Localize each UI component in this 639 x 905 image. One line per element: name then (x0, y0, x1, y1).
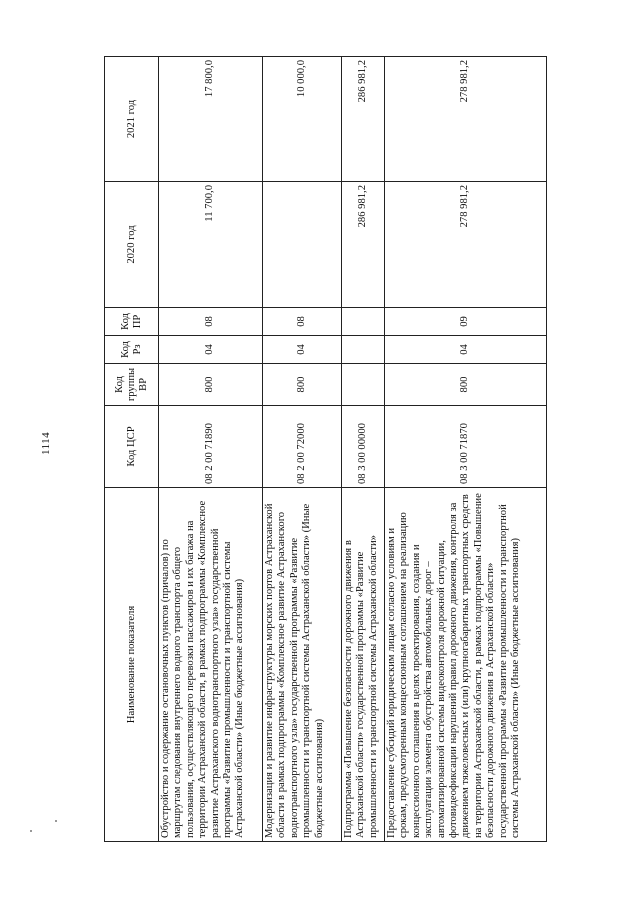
table-row (342, 57, 385, 842)
cell-vr: 800 (159, 364, 263, 406)
header-csr: Код ЦСР (105, 406, 159, 488)
cell-2020: 11 700,0 (159, 182, 263, 308)
cell-rz: 04 (385, 336, 547, 364)
cell-rz: 04 (159, 336, 263, 364)
cell-rz (342, 336, 385, 364)
cell-2021: 17 800,0 (159, 57, 263, 182)
rotated-table-wrapper (104, 57, 547, 842)
cell-2020: 278 981,2 (385, 182, 547, 308)
cell-2021: 278 981,2 (385, 57, 547, 182)
cell-pr (342, 308, 385, 336)
budget-table (104, 56, 547, 842)
cell-csr: 08 3 00 00000 (342, 406, 385, 488)
cell-vr (342, 364, 385, 406)
header-rz: Код Рз (105, 336, 159, 364)
cell-2021: 10 000,0 (263, 57, 342, 182)
table-header-row (105, 57, 159, 842)
cell-name: Обустройство и содержание остановочных пунктов (причалов) по маршрутам следования внутреннего водного транспорта общего пользования, осуществляющего перевозки пассажиров и их багажа на территории Астраханской области, в рамках подпрограммы «Комплексное развитие Астраханского воднотранспортного узла» государственной программы «Развитие промышленности и транспортной системы Астраханской области» (Иные бюджетные ассигнования) (159, 488, 263, 842)
header-pr: Код ПР (105, 308, 159, 336)
table-row (263, 57, 342, 842)
cell-name: Предоставление субсидий юридическим лицам согласно условиям и срокам, предусмотренным концессионным соглашением на реализацию концессионного соглашения в целях проектирования, создания и эксплуатации элемента обустройства автомобильных дорог – автоматизированной системы видеоконтроля дорожной ситуации, фотовидеофиксации нарушений правил дорожного движения, контроля за движением тяжеловесных и (или) крупногабаритных транспортных средств на территории Астраханской области, в рамках подпрограммы «Повышение безопасности дорожного движения в Астраханской области» государственной программы «Развитие промышленности и транспортной системы Астраханской области» (Иные бюджетные ассигнования) (385, 488, 547, 842)
cell-pr: 08 (263, 308, 342, 336)
header-2021: 2021 год (105, 57, 159, 182)
header-2020: 2020 год (105, 182, 159, 308)
scan-speck (30, 830, 32, 832)
cell-vr: 800 (263, 364, 342, 406)
cell-name: Подпрограмма «Повышение безопасности дорожного движения в Астраханской области» государственной программы «Развитие промышленности и транспортной системы Астраханской области» (342, 488, 385, 842)
header-name: Наименование показателя (105, 488, 159, 842)
cell-pr: 09 (385, 308, 547, 336)
table-row (385, 57, 547, 842)
scan-speck (55, 820, 57, 822)
cell-2020: 286 981,2 (342, 182, 385, 308)
cell-2021: 286 981,2 (342, 57, 385, 182)
page-number: 1114 (40, 431, 52, 455)
cell-vr: 800 (385, 364, 547, 406)
header-vr: Код группы ВР (105, 364, 159, 406)
cell-name: Модернизация и развитие инфраструктуры морских портов Астраханской области в рамках подпрограммы «Комплексное развитие Астраханского воднотранспортного узла» государственной программы «Развитие промышленности и транспортной системы Астраханской области» (Иные бюджетные ассигнования) (263, 488, 342, 842)
cell-pr: 08 (159, 308, 263, 336)
cell-rz: 04 (263, 336, 342, 364)
cell-csr: 08 2 00 71890 (159, 406, 263, 488)
cell-csr: 08 2 00 72000 (263, 406, 342, 488)
cell-2020 (263, 182, 342, 308)
table-row (159, 57, 263, 842)
cell-csr: 08 3 00 71870 (385, 406, 547, 488)
